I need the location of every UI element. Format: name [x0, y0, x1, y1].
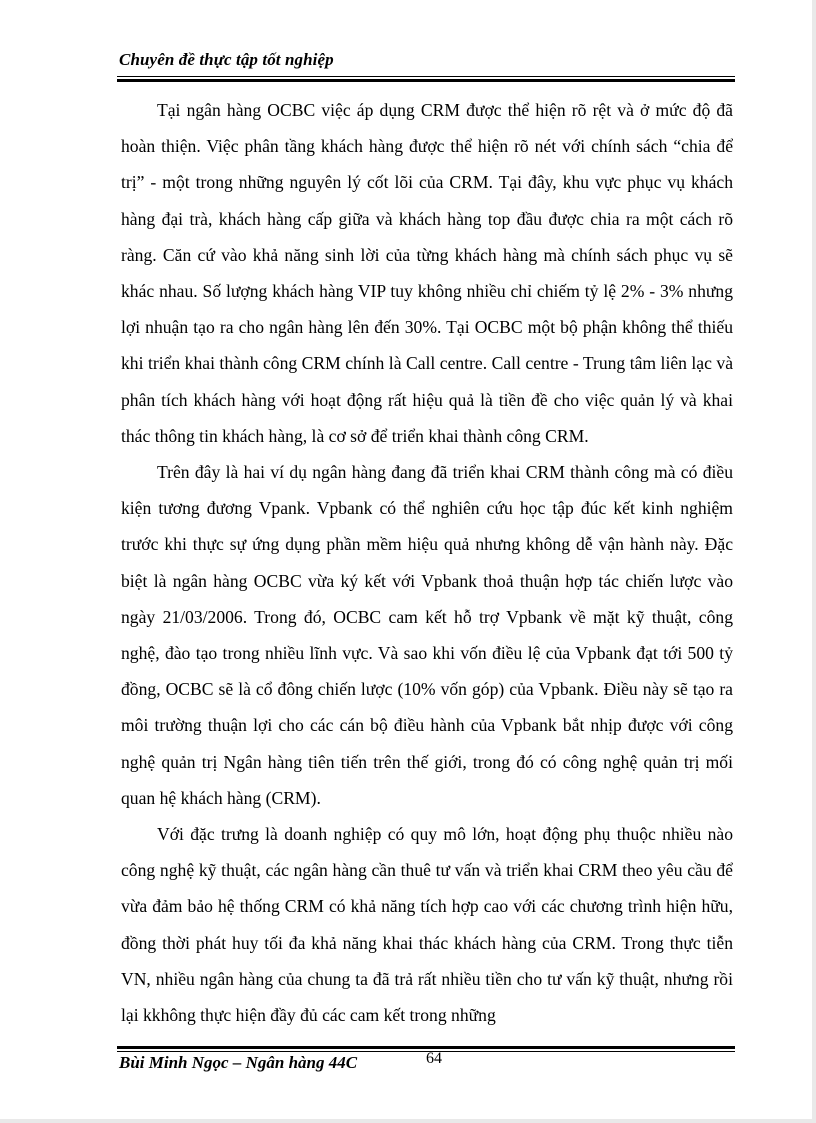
- footer-rule-thick: [117, 1046, 735, 1049]
- paragraph-ocbc-crm: Tại ngân hàng OCBC việc áp dụng CRM được thể hiện rõ rệt và ở mức độ đã hoàn thiện. Việc phân tầng khách hàng được thể hiện rõ nét với chính sách “chia để trị” - một trong những nguyên lý cốt lõi của CRM. Tại đây, khu vực phục vụ khách hàng đại trà, khách hàng cấp giữa và khách hàng top đầu được chia ra một cách rõ ràng. Căn cứ vào khả năng sinh lời của từng khách hàng mà chính sách phục vụ sẽ khác nhau. Số lượng khách hàng VIP tuy không nhiều chỉ chiếm tỷ lệ 2% - 3% nhưng lợi nhuận tạo ra cho ngân hàng lên đến 30%. Tại OCBC một bộ phận không thể thiếu khi triển khai thành công CRM chính là Call centre. Call centre - Trung tâm liên lạc và phân tích khách hàng với hoạt động rất hiệu quả là tiền đề cho việc quản lý và khai thác thông tin khách hàng, là cơ sở để triển khai thành công CRM.: [121, 100, 733, 446]
- body-text: [121, 92, 733, 1033]
- paragraph-crm-consulting: Với đặc trưng là doanh nghiệp có quy mô lớn, hoạt động phụ thuộc nhiều nào công nghệ kỹ thuật, các ngân hàng cần thuê tư vấn và triển khai CRM theo yêu cầu để vừa đảm bảo hệ thống CRM có khả năng tích hợp cao với các chương trình hiện hữu, đồng thời phát huy tối đa khả năng khai thác khách hàng của CRM. Trong thực tiễn VN, nhiều ngân hàng của chung ta đã trả rất nhiều tiền cho tư vấn kỹ thuật, nhưng rồi lại kkhông thực hiện đầy đủ các cam kết trong những: [121, 824, 733, 1026]
- page-edge-shadow-bottom: [0, 1119, 816, 1123]
- header-title: Chuyên đề thực tập tốt nghiệp: [119, 50, 334, 69]
- header-rule-thick: [117, 79, 735, 82]
- paragraph-vpbank-ocbc: Trên đây là hai ví dụ ngân hàng đang đã triển khai CRM thành công mà có điều kiện tương đương Vpank. Vpbank có thể nghiên cứu học tập đúc kết kinh nghiệm trước khi thực sự ứng dụng phần mềm hiệu quả nhưng không dễ vận hành này. Đặc biệt là ngân hàng OCBC vừa ký kết với Vpbank thoả thuận hợp tác chiến lược vào ngày 21/03/2006. Trong đó, OCBC cam kết hỗ trợ Vpbank về mặt kỹ thuật, công nghệ, đào tạo trong nhiều lĩnh vực. Và sao khi vốn điều lệ của Vpbank đạt tới 500 tỷ đồng, OCBC sẽ là cổ đông chiến lược (10% vốn góp) của Vpbank. Điều này sẽ tạo ra môi trường thuận lợi cho các cán bộ điều hành của Vpbank bắt nhịp được với công nghệ quản trị Ngân hàng tiên tiến trên thế giới, trong đó có công nghệ quản trị mối quan hệ khách hàng (CRM).: [121, 462, 733, 808]
- page-edge-shadow-right: [812, 0, 816, 1123]
- page-number: 64: [426, 1050, 442, 1067]
- footer-author: Bùi Minh Ngọc – Ngân hàng 44C: [119, 1053, 358, 1072]
- header-rule-thin: [117, 76, 735, 77]
